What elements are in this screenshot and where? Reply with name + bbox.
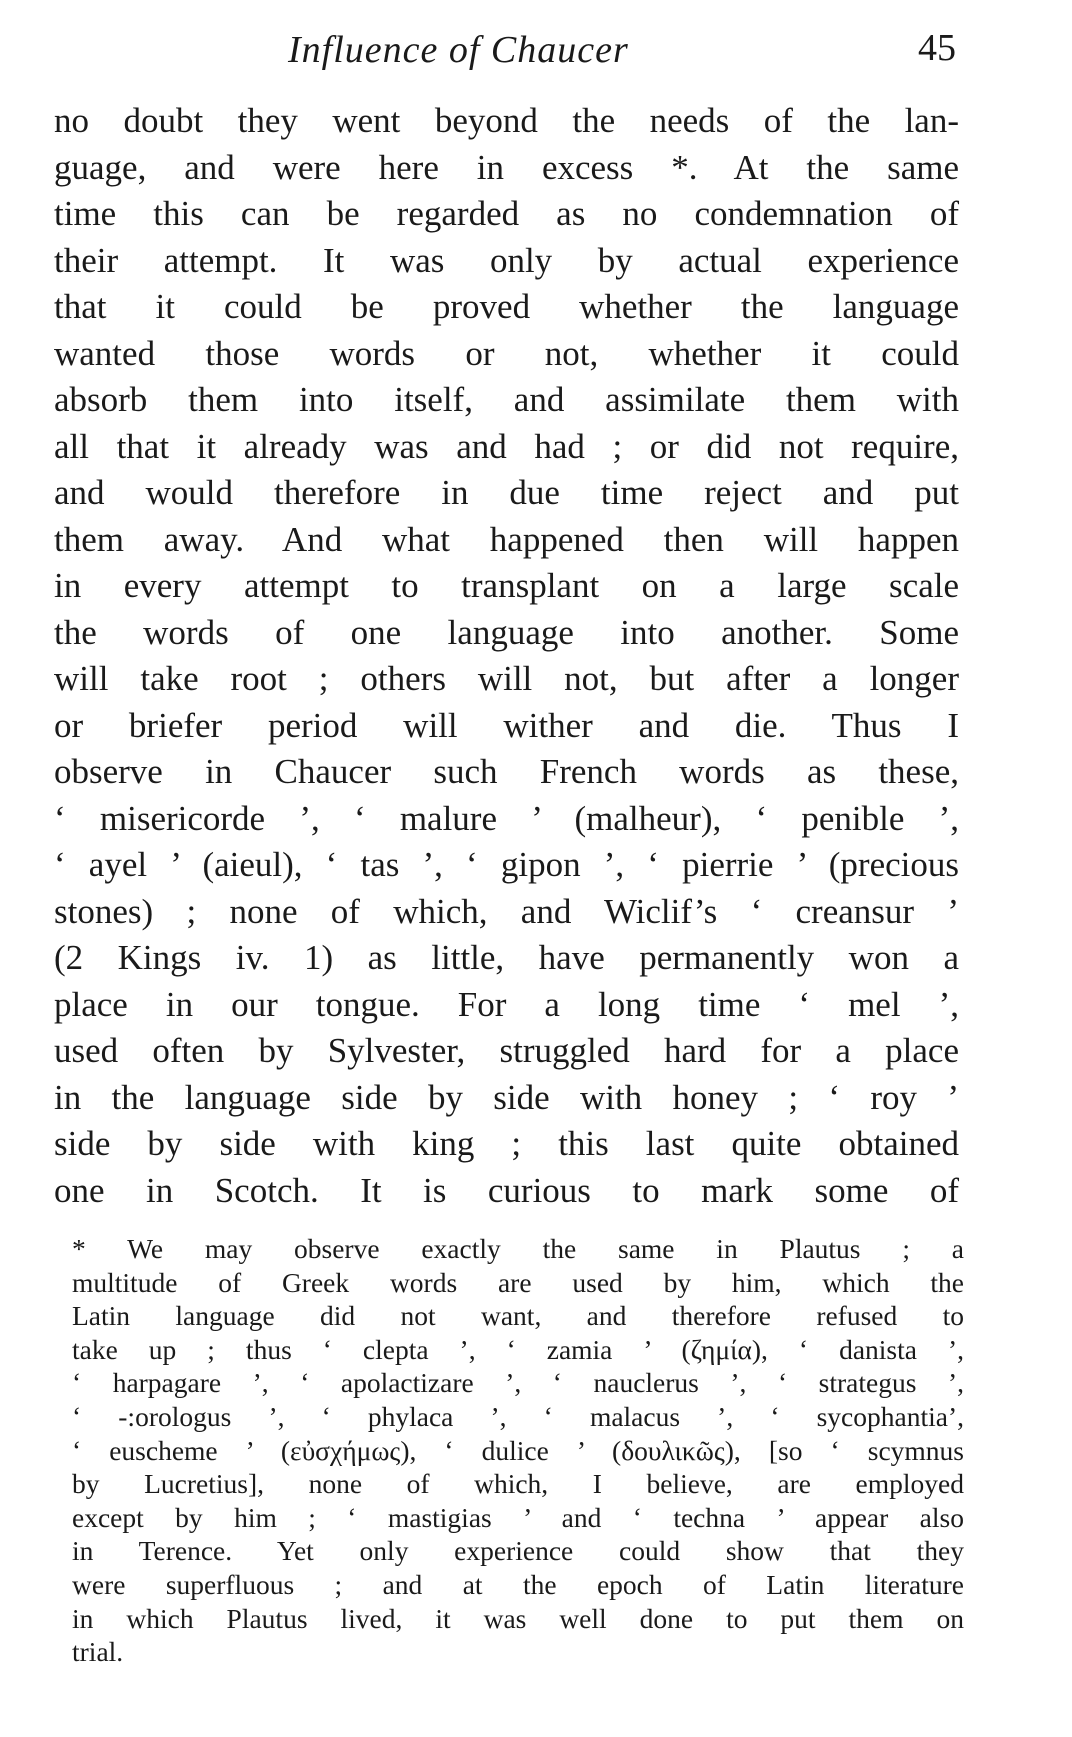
footnote-line: in Terence. Yet only experience could show that they bbox=[72, 1535, 964, 1567]
body-line: in every attempt to transplant on a large scale bbox=[54, 566, 959, 605]
body-line: one in Scotch. It is curious to mark some of bbox=[54, 1170, 959, 1210]
footnote-line: in which Plautus lived, it was well done to put them on bbox=[72, 1602, 964, 1634]
footnote bbox=[72, 1232, 964, 1669]
running-head bbox=[56, 22, 956, 82]
running-title: Influence of Chaucer bbox=[288, 29, 629, 71]
body-line: them away. And what happened then will happen bbox=[54, 519, 959, 559]
body-line: in the language side by side with honey ; ‘ roy ’ bbox=[54, 1077, 959, 1117]
body-line: no doubt they went beyond the needs of the lan- bbox=[54, 101, 959, 140]
footnote-line: take up ; thus ‘ clepta ’, ‘ zamia ’ (ζημία), ‘ danista ’, bbox=[72, 1333, 964, 1365]
body-line: ‘ ayel ’ (aieul), ‘ tas ’, ‘ gipon ’, ‘ pierrie ’ (precious bbox=[54, 845, 959, 884]
footnote-line: trial. bbox=[72, 1636, 124, 1668]
body-line: (2 Kings iv. 1) as little, have permanently won a bbox=[54, 938, 959, 977]
body-line: side by side with king ; this last quite obtained bbox=[54, 1124, 959, 1163]
body-text bbox=[54, 98, 959, 1214]
body-line: stones) ; none of which, and Wiclif’s ‘ creansur ’ bbox=[54, 891, 959, 931]
body-line: guage, and were here in excess *. At the same bbox=[54, 147, 959, 187]
body-line: observe in Chaucer such French words as these, bbox=[54, 752, 959, 791]
footnote-line: by Lucretius], none of which, I believe, are employed bbox=[72, 1468, 964, 1500]
body-line: place in our tongue. For a long time ‘ mel ’, bbox=[54, 984, 959, 1024]
body-line: absorb them into itself, and assimilate them with bbox=[54, 380, 959, 419]
footnote-line: ‘ harpagare ’, ‘ apolactizare ’, ‘ nauclerus ’, ‘ strategus ’, bbox=[72, 1367, 964, 1399]
footnote-line: Latin language did not want, and therefore refused to bbox=[72, 1300, 964, 1332]
body-line: their attempt. It was only by actual experience bbox=[54, 240, 959, 280]
footnote-line: ‘ euscheme ’ (εὐσχήμως), ‘ dulice ’ (δουλικῶς), [so ‘ scymnus bbox=[72, 1434, 964, 1466]
body-line: time this can be regarded as no condemnation of bbox=[54, 194, 959, 233]
body-line: all that it already was and had ; or did not require, bbox=[54, 426, 959, 466]
footnote-line: ‘ -:orologus ’, ‘ phylaca ’, ‘ malacus ’, ‘ sycophantia’, bbox=[72, 1400, 964, 1432]
footnote-line: were superfluous ; and at the epoch of Latin literature bbox=[72, 1568, 964, 1600]
page-number: 45 bbox=[918, 27, 956, 69]
body-line: ‘ misericorde ’, ‘ malure ’ (malheur), ‘ penible ’, bbox=[54, 798, 959, 838]
footnote-line: * We may observe exactly the same in Plautus ; a bbox=[72, 1233, 964, 1264]
body-line: will take root ; others will not, but after a longer bbox=[54, 659, 959, 698]
footnote-line: except by him ; ‘ mastigias ’ and ‘ techna ’ appear also bbox=[72, 1501, 964, 1533]
footnote-line: multitude of Greek words are used by him, which the bbox=[72, 1266, 964, 1298]
body-line: the words of one language into another. Some bbox=[54, 612, 959, 652]
body-line: and would therefore in due time reject and put bbox=[54, 473, 959, 512]
body-line: or briefer period will wither and die. Thus I bbox=[54, 705, 959, 745]
body-line: wanted those words or not, whether it could bbox=[54, 333, 959, 373]
body-line: used often by Sylvester, struggled hard for a place bbox=[54, 1031, 959, 1070]
body-line: that it could be proved whether the language bbox=[54, 287, 959, 326]
